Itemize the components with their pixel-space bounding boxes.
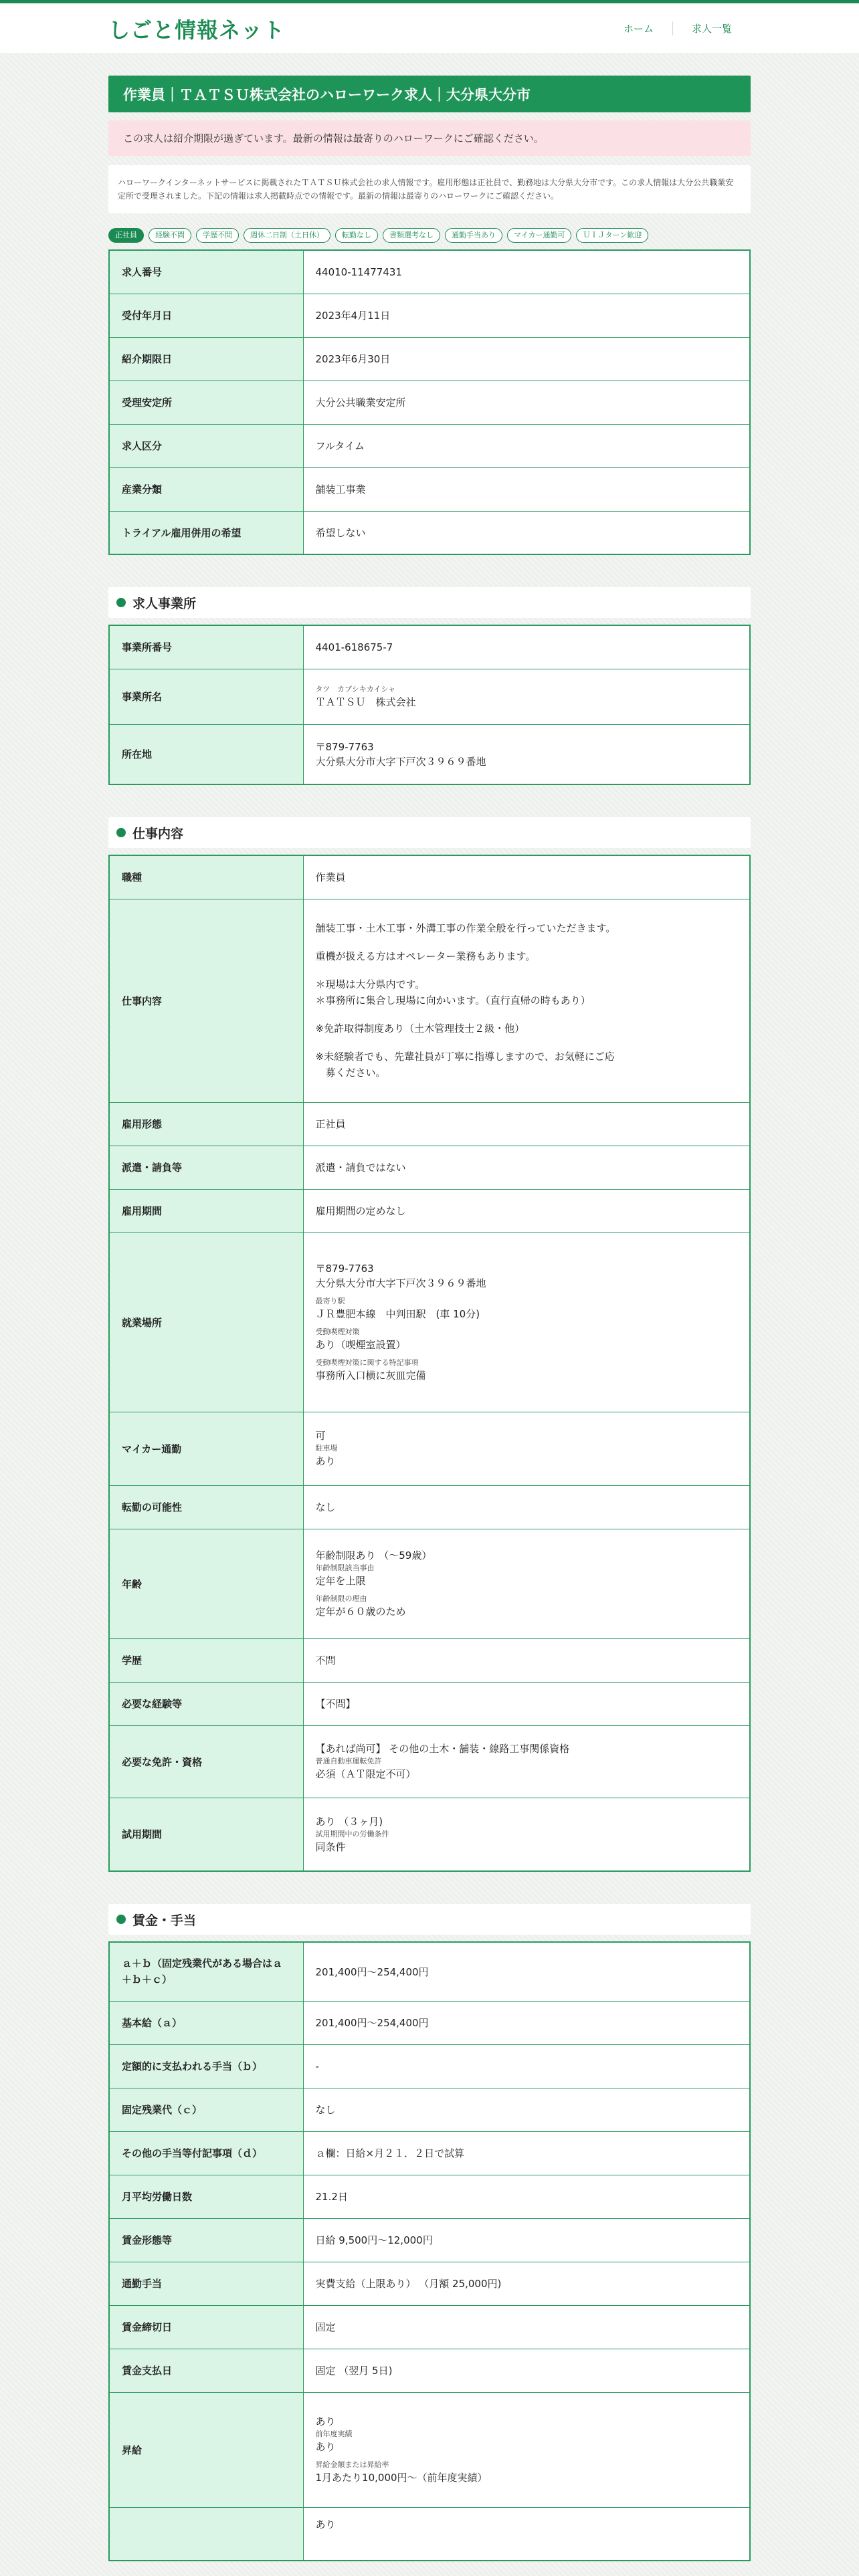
row-value: 4401-618675-7 [303,625,750,669]
station-block [316,1296,738,1321]
intro-text: ハローワークインターネットサービスに掲載されたＴＡＴＳＵ株式会社の求人情報です。雇用形態は正社員で、勤務地は大分県大分市です。この求人情報は大分公共職業安定所で受理されました。下記の情報は求人掲載時点での情報です。最新の情報は最寄りのハローワークにご確認ください。 [108,165,751,213]
row-value [303,1725,750,1798]
row-label: 受理安定所 [109,381,303,424]
main-content [108,54,751,2561]
row-label: マイカー通勤 [109,1412,303,1485]
table-row [109,424,750,467]
bonus-value: あり [315,2518,336,2531]
row-label: 通勤手当 [109,2262,303,2305]
row-value: ａ欄：日給×月２１．２日で試算 [303,2131,750,2175]
office-name: ＴＡＴＳＵ 株式会社 [315,695,416,708]
row-value: 2023年4月11日 [303,294,750,337]
row-value [303,1798,750,1871]
trial-cond-label: 試用期間中の労働条件 [315,1829,389,1838]
row-value: 希望しない [303,511,750,554]
row-label: 雇用形態 [109,1102,303,1146]
table-row [109,2349,750,2392]
expired-alert: この求人は紹介期限が過ぎています。最新の情報は最寄りのハローワークにご確認ください。 [108,120,751,156]
table-row [109,1529,750,1638]
row-value [303,669,750,724]
row-label: 所在地 [109,724,303,784]
tag-full-time: 正社員 [108,228,144,243]
row-value [303,1529,750,1638]
row-value: 固定 [303,2305,750,2349]
row-label: 定額的に支払われる手当（ｂ） [109,2044,303,2088]
desc-line: 重機が扱える方はオペレーター業務もあります。 [315,950,536,962]
row-value: 【不問】 [303,1682,750,1725]
table-row [109,2044,750,2088]
smoking-note-label: 受動喫煙対策に関する特記事項 [315,1358,419,1367]
table-row [109,467,750,511]
page-title: 作業員｜ＴＡＴＳＵ株式会社のハローワーク求人｜大分県大分市 [108,76,751,112]
tag-no-document-screening: 書類選考なし [383,228,440,243]
table-row [109,337,750,381]
section-title: 賃金・手当 [132,1913,197,1928]
table-row [109,2305,750,2349]
desc-paragraph [316,976,738,1008]
basic-info-table [108,249,751,555]
tag-no-education: 学歴不問 [196,228,239,243]
table-row [109,2507,750,2561]
table-row [109,2088,750,2131]
row-label: 基本給（ａ） [109,2001,303,2044]
table-row [109,1942,750,2001]
row-value: 派遣・請負ではない [303,1146,750,1189]
table-row [109,2218,750,2262]
row-value: 大分公共職業安定所 [303,381,750,424]
table-row [109,2262,750,2305]
row-value: 2023年6月30日 [303,337,750,381]
row-value: 舗装工事業 [303,467,750,511]
raise-amount-block [316,2460,738,2485]
row-label: ａ＋ｂ（固定残業代がある場合はａ＋ｂ＋ｃ） [109,1942,303,2001]
table-row [109,1232,750,1412]
table-row [109,1798,750,1871]
row-label: 受付年月日 [109,294,303,337]
row-label: 転勤の可能性 [109,1485,303,1529]
office-address: 大分県大分市大字下戸次３９６９番地 [315,755,486,768]
row-label: 学歴 [109,1638,303,1682]
trial-value: あり （３ヶ月) [315,1815,383,1828]
section-title: 求人事業所 [132,596,197,611]
wage-table [108,1941,751,2561]
row-value [303,2507,750,2561]
row-label: 昇給 [109,2392,303,2507]
station-label: 最寄り駅 [315,1297,345,1305]
desc-line: 募ください。 [315,1067,386,1079]
row-value [303,1232,750,1412]
smoking-note-value: 事務所入口横に灰皿完備 [315,1370,426,1382]
site-logo[interactable]: しごと情報ネット [108,17,286,43]
row-value: 実費支給（上限あり） （月額 25,000円) [303,2262,750,2305]
row-label: 年齢 [109,1529,303,1638]
table-row [109,1102,750,1146]
table-row [109,724,750,784]
row-value: 雇用期間の定めなし [303,1189,750,1232]
car-license-label: 普通自動車運転免許 [315,1757,382,1765]
row-value: フルタイム [303,424,750,467]
tag-uij-turn: ＵＩＪターン歓迎 [576,228,648,243]
desc-paragraph [316,948,738,964]
table-row [109,1146,750,1189]
row-value [303,2392,750,2507]
row-value: 作業員 [303,855,750,899]
table-row [109,2392,750,2507]
row-label: 必要な免許・資格 [109,1725,303,1798]
row-label: 必要な経験等 [109,1682,303,1725]
age-reason: 定年を上限 [315,1575,366,1587]
row-label: その他の手当等付記事項（ｄ） [109,2131,303,2175]
parking-value: あり [315,1455,336,1467]
row-label: 賃金支払日 [109,2349,303,2392]
desc-paragraph [316,920,738,936]
desc-paragraph [316,1049,738,1081]
age-reason-label: 年齢制限該当事由 [315,1564,375,1572]
row-value: 44010-11477431 [303,250,750,294]
row-label: 賃金形態等 [109,2218,303,2262]
row-value: 21.2日 [303,2175,750,2218]
row-label: 職種 [109,855,303,899]
table-row [109,2175,750,2218]
raise-value: あり [315,2416,336,2428]
desc-paragraph [316,1021,738,1037]
table-row [109,1725,750,1798]
row-value [303,899,750,1102]
smoking-label: 受動喫煙対策 [315,1327,360,1336]
row-value: なし [303,2088,750,2131]
row-value: - [303,2044,750,2088]
table-row [109,381,750,424]
smoking-value: あり（喫煙室設置） [315,1339,406,1351]
age-why-label: 年齢制限の理由 [315,1594,367,1603]
office-table [108,625,751,785]
nav-job-list-link[interactable]: 求人一覧 [672,21,751,35]
row-value: 固定 （翌月 5日) [303,2349,750,2392]
row-label: 派遣・請負等 [109,1146,303,1189]
table-row [109,899,750,1102]
desc-line: 舗装工事・土木工事・外溝工事の作業全般を行っていただきます。 [315,922,616,934]
raise-prev-value: あり [315,2441,336,2453]
table-row [109,1485,750,1529]
table-row [109,511,750,554]
table-row [109,294,750,337]
workplace-postal: 〒879-7763 [315,1263,374,1275]
feature-tags [108,228,751,243]
row-label: 求人区分 [109,424,303,467]
row-value [303,724,750,784]
raise-amount-label: 昇給金額または昇給率 [315,2460,389,2469]
raise-prev-label: 前年度実績 [315,2430,353,2438]
row-label: 雇用期間 [109,1189,303,1232]
car-commute-value: 可 [315,1430,326,1442]
tag-no-transfer: 転勤なし [335,228,378,243]
office-section-header [108,587,751,618]
row-label: 事業所番号 [109,625,303,669]
row-label: 事業所名 [109,669,303,724]
job-table [108,855,751,1872]
wage-section-header [108,1904,751,1935]
license-value: 【あれば尚可】 その他の土木・舗装・線路工事関係資格 [315,1743,570,1755]
raise-amount-value: 1月あたり10,000円〜（前年度実績） [315,2472,488,2484]
section-title: 仕事内容 [132,826,184,841]
row-label: 固定残業代（ｃ） [109,2088,303,2131]
station-value: ＪＲ豊肥本線 中判田駅 (車 10分) [315,1308,480,1320]
smoking-block [316,1327,738,1352]
row-label: 月平均労働日数 [109,2175,303,2218]
table-row [109,1638,750,1682]
nav-home-link[interactable]: ホーム [623,23,654,35]
bullet-dot-icon [116,828,126,837]
row-value: 正社員 [303,1102,750,1146]
row-value: 不問 [303,1638,750,1682]
row-value: 日給 9,500円〜12,000円 [303,2218,750,2262]
smoking-note-block [316,1358,738,1383]
table-row [109,669,750,724]
row-label: 就業場所 [109,1232,303,1412]
desc-line: ＊現場は大分県内です。 [315,978,425,990]
header-nav [605,21,751,35]
table-row [109,250,750,294]
table-row [109,1682,750,1725]
job-section-header [108,817,751,848]
row-label: 産業分類 [109,467,303,511]
tag-commute-allowance: 通勤手当あり [445,228,502,243]
row-value: なし [303,1485,750,1529]
car-license-value: 必須（ＡＴ限定不可） [315,1768,416,1780]
table-row [109,1412,750,1485]
row-label: 求人番号 [109,250,303,294]
row-label: 紹介期限日 [109,337,303,381]
table-row [109,625,750,669]
workplace-address: 大分県大分市大字下戸次３９６９番地 [315,1277,486,1289]
tag-car-commute: マイカー通勤可 [507,228,571,243]
bullet-dot-icon [116,1915,126,1924]
postal-code: 〒879-7763 [315,740,374,753]
row-value: 201,400円〜254,400円 [303,1942,750,2001]
desc-line: ※未経験者でも、先輩社員が丁寧に指導しますので、お気軽にご応 [315,1051,615,1063]
desc-line: ※免許取得制度あり（土木管理技士２級・他） [315,1023,525,1035]
parking-label: 駐車場 [315,1444,338,1453]
table-row [109,2131,750,2175]
row-label: 賃金締切日 [109,2305,303,2349]
row-label: トライアル雇用併用の希望 [109,511,303,554]
tag-two-days-off: 週休二日制（土日休） [244,228,330,243]
row-label [109,2507,303,2561]
age-why: 定年が６０歳のため [315,1606,406,1618]
row-label: 仕事内容 [109,899,303,1102]
trial-cond-value: 同条件 [315,1840,346,1853]
tag-no-experience: 経験不問 [149,228,191,243]
age-why-block [316,1594,738,1619]
office-name-kana: タツ カブシキカイシャ [315,684,396,693]
row-value [303,1412,750,1485]
table-row [109,1189,750,1232]
table-row [109,2001,750,2044]
desc-line: ＊事務所に集合し現場に向かいます。（直行直帰の時もあり） [315,994,591,1006]
table-row [109,855,750,899]
row-value: 201,400円〜254,400円 [303,2001,750,2044]
site-header [0,3,859,54]
row-label: 試用期間 [109,1798,303,1871]
bullet-dot-icon [116,598,126,607]
age-limit: 年齢制限あり （～59歳） [315,1549,432,1562]
